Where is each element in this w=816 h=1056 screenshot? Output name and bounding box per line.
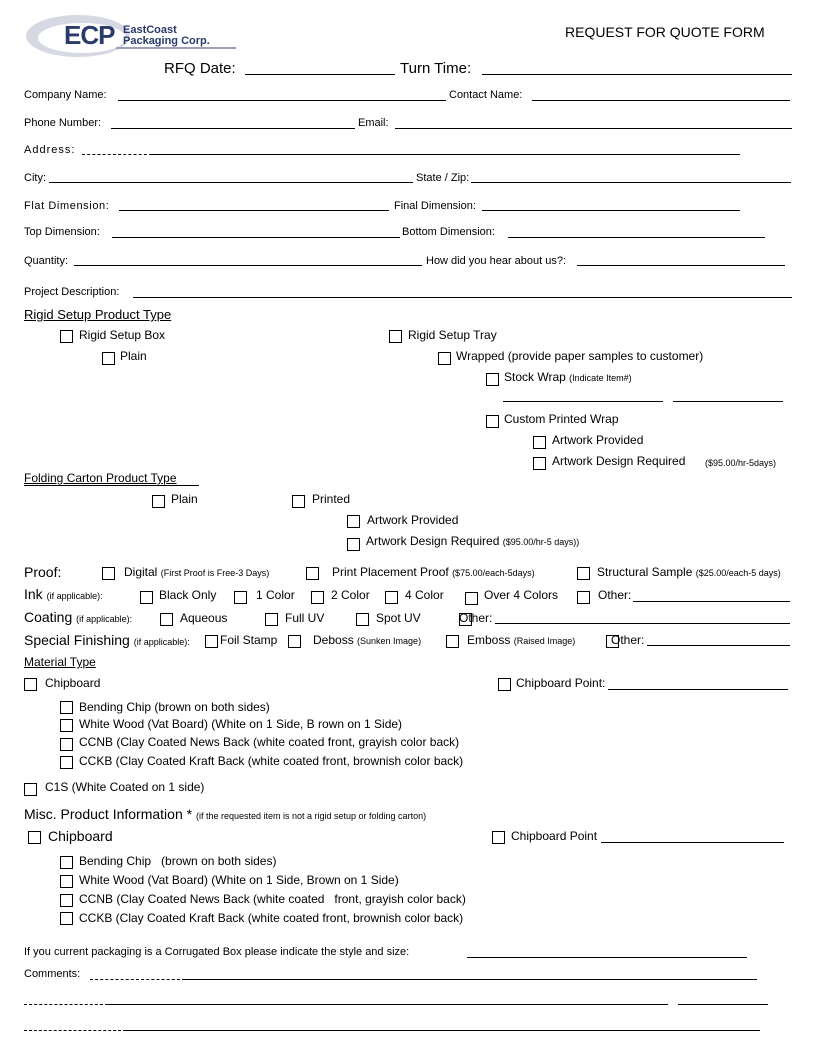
state-zip-label: State / Zip: [416, 172, 470, 184]
material-ccnb-checkbox[interactable] [60, 738, 73, 751]
contact-name-field[interactable] [532, 100, 790, 101]
comments-line3[interactable] [126, 1030, 760, 1031]
coating-other-label: Other: [459, 611, 493, 625]
ink-note: (if applicable): [46, 591, 103, 601]
custom-printed-wrap-label: Custom Printed Wrap [504, 412, 619, 426]
misc-white-wood-label: White Wood (Vat Board) (White on 1 Side, Brown on 1 Side) [79, 873, 399, 887]
comments-line3-dash[interactable] [24, 1030, 126, 1031]
logo-name-line2: Packaging Corp. [123, 35, 210, 47]
finishing-other-field[interactable] [647, 645, 790, 646]
material-heading: Material Type [24, 655, 96, 669]
address-field[interactable] [82, 154, 152, 155]
material-white-wood-checkbox[interactable] [60, 719, 73, 732]
proof-digital-label: Digital (First Proof is Free-3 Days) [124, 565, 270, 579]
rigid-setup-tray-label: Rigid Setup Tray [408, 328, 497, 342]
bottom-dimension-field[interactable] [508, 237, 765, 238]
rfq-date-label: RFQ Date: [164, 60, 236, 77]
coating-full-uv-label: Full UV [285, 611, 325, 625]
rigid-plain-label: Plain [120, 349, 147, 363]
material-c1s-checkbox[interactable] [24, 783, 37, 796]
material-chipboard-point-checkbox[interactable] [498, 678, 511, 691]
logo-name-line1: EastCoast [123, 24, 177, 36]
misc-bending-chip-checkbox[interactable] [60, 856, 73, 869]
phone-label: Phone Number: [24, 117, 102, 129]
city-field[interactable] [49, 182, 413, 183]
phone-field[interactable] [111, 128, 355, 129]
form-title: REQUEST FOR QUOTE FORM [565, 24, 765, 40]
quantity-field[interactable] [74, 265, 422, 266]
folding-heading: Folding Carton Product Type [24, 471, 177, 485]
proof-structural-note: ($25.00/each-5 days) [695, 568, 781, 578]
comments-line2b[interactable] [678, 1004, 768, 1005]
ink-label: Ink (if applicable): [24, 586, 103, 602]
top-dimension-field[interactable] [112, 237, 400, 238]
misc-ccnb-label: CCNB (Clay Coated News Back (white coated front, grayish color back) [79, 892, 466, 906]
rigid-setup-box-checkbox[interactable] [60, 330, 73, 343]
misc-chipboard-point-field[interactable] [601, 842, 784, 843]
proof-digital-checkbox[interactable] [102, 567, 115, 580]
misc-chipboard-checkbox[interactable] [28, 831, 41, 844]
final-dimension-label: Final Dimension: [394, 200, 476, 212]
address-field-line[interactable] [152, 154, 740, 155]
deboss-label: Deboss (Sunken Image) [313, 633, 422, 647]
comments-label: Comments: [24, 968, 81, 980]
ink-2-color-checkbox[interactable] [311, 591, 324, 604]
ink-over-4-label: Over 4 Colors [484, 588, 559, 602]
proof-print-placement-label: Print Placement Proof ($75.00/each-5days) [332, 565, 535, 579]
bottom-dimension-label: Bottom Dimension: [402, 226, 495, 238]
coating-label: Coating (if applicable): [24, 609, 133, 625]
ink-other-checkbox[interactable] [577, 591, 590, 604]
ink-1-color-label: 1 Color [256, 588, 295, 602]
contact-name-label: Contact Name: [449, 89, 523, 101]
rigid-setup-tray-checkbox[interactable] [389, 330, 402, 343]
stock-wrap-field-1[interactable] [503, 401, 663, 402]
material-cckb-label: CCKB (Clay Coated Kraft Back (white coated front, brownish color back) [79, 754, 464, 768]
folding-heading-rule [24, 485, 199, 486]
logo-abbr: ECP [64, 20, 115, 50]
folding-artwork-provided-checkbox[interactable] [347, 515, 360, 528]
rigid-plain-checkbox[interactable] [102, 352, 115, 365]
finishing-other-label: Other: [611, 633, 645, 647]
wrapped-checkbox[interactable] [438, 352, 451, 365]
material-white-wood-label: White Wood (Vat Board) (White on 1 Side, B rown on 1 Side) [79, 717, 403, 731]
folding-artwork-provided-label: Artwork Provided [367, 513, 459, 527]
comments-line2[interactable] [108, 1004, 668, 1005]
email-label: Email: [358, 117, 389, 129]
ink-black-only-checkbox[interactable] [140, 591, 153, 604]
comments-field[interactable] [185, 979, 757, 980]
deboss-note: (Sunken Image) [357, 636, 422, 646]
deboss-checkbox[interactable] [288, 635, 301, 648]
email-field[interactable] [395, 128, 792, 129]
ink-other-label: Other: [598, 588, 632, 602]
foil-stamp-label: Foil Stamp [220, 633, 278, 647]
turn-time-field[interactable] [482, 74, 792, 75]
material-chipboard-point-label: Chipboard Point: [516, 676, 606, 690]
folding-artwork-design-price: ($95.00/hr-5 days)) [502, 537, 580, 547]
material-chipboard-label: Chipboard [45, 676, 101, 690]
folding-artwork-design-checkbox[interactable] [347, 538, 360, 551]
corrugated-label: If you current packaging is a Corrugated Box please indicate the style and size: [24, 946, 410, 958]
misc-heading: Misc. Product Information * (if the requested item is not a rigid setup or folding carton) [24, 806, 427, 822]
ink-over-4-checkbox[interactable] [465, 592, 478, 605]
address-label: Address: [24, 144, 76, 156]
coating-spot-uv-label: Spot UV [376, 611, 421, 625]
folding-printed-checkbox[interactable] [292, 495, 305, 508]
ink-black-only-label: Black Only [159, 588, 217, 602]
flat-dimension-label: Flat Dimension: [24, 200, 110, 212]
proof-print-placement-checkbox[interactable] [306, 567, 319, 580]
how-heard-field[interactable] [577, 265, 785, 266]
rigid-artwork-provided-label: Artwork Provided [552, 433, 644, 447]
emboss-note: (Raised Image) [513, 636, 576, 646]
misc-chipboard-point-checkbox[interactable] [492, 831, 505, 844]
coating-full-uv-checkbox[interactable] [265, 613, 278, 626]
folding-printed-label: Printed [312, 492, 351, 506]
material-ccnb-label: CCNB (Clay Coated News Back (white coated front, grayish color back) [79, 735, 460, 749]
rfq-date-field[interactable] [245, 74, 395, 75]
top-dimension-label: Top Dimension: [24, 226, 100, 238]
material-cckb-checkbox[interactable] [60, 756, 73, 769]
stock-wrap-checkbox[interactable] [486, 373, 499, 386]
material-bending-chip-checkbox[interactable] [60, 701, 73, 714]
proof-structural-label: Structural Sample ($25.00/each-5 days) [597, 565, 781, 579]
company-logo [26, 14, 240, 58]
misc-chipboard-label: Chipboard [48, 828, 113, 844]
misc-bending-chip-label: Bending Chip (brown on both sides) [79, 854, 277, 868]
ink-2-color-label: 2 Color [331, 588, 370, 602]
rigid-artwork-design-checkbox[interactable] [533, 457, 546, 470]
how-heard-label: How did you hear about us?: [426, 255, 567, 267]
material-chipboard-checkbox[interactable] [24, 678, 37, 691]
emboss-label: Emboss (Raised Image) [467, 633, 576, 647]
comments-field-dash[interactable] [90, 979, 185, 980]
rigid-artwork-design-price: ($95.00/hr-5days) [705, 458, 777, 468]
rigid-artwork-design-label: Artwork Design Required [552, 454, 686, 468]
misc-cckb-checkbox[interactable] [60, 912, 73, 925]
wrapped-label: Wrapped (provide paper samples to customer) [456, 349, 704, 363]
misc-chipboard-point-label: Chipboard Point [511, 829, 598, 843]
foil-stamp-checkbox[interactable] [205, 635, 218, 648]
final-dimension-field[interactable] [482, 210, 740, 211]
rigid-setup-box-label: Rigid Setup Box [79, 328, 166, 342]
finishing-note: (if applicable): [133, 637, 190, 647]
project-description-field[interactable] [133, 297, 792, 298]
ink-4-color-label: 4 Color [405, 588, 444, 602]
coating-note: (if applicable): [76, 614, 133, 624]
corrugated-field[interactable] [467, 957, 747, 958]
turn-time-label: Turn Time: [400, 60, 472, 77]
coating-aqueous-label: Aqueous [180, 611, 228, 625]
stock-wrap-note: (Indicate Item#) [569, 373, 632, 383]
stock-wrap-label: Stock Wrap (Indicate Item#) [504, 370, 632, 384]
company-name-label: Company Name: [24, 89, 107, 101]
rigid-artwork-provided-checkbox[interactable] [533, 436, 546, 449]
folding-plain-label: Plain [171, 492, 198, 506]
company-name-field[interactable] [118, 100, 446, 101]
flat-dimension-field[interactable] [119, 210, 389, 211]
city-label: City: [24, 172, 46, 184]
state-zip-field[interactable] [471, 182, 791, 183]
material-bending-chip-label: Bending Chip (brown on both sides) [79, 700, 270, 714]
material-c1s-label: C1S (White Coated on 1 side) [45, 780, 205, 794]
material-chipboard-point-field[interactable] [608, 689, 788, 690]
stock-wrap-field-2[interactable] [673, 401, 783, 402]
custom-printed-wrap-checkbox[interactable] [486, 415, 499, 428]
misc-cckb-label: CCKB (Clay Coated Kraft Back (white coated front, brownish color back) [79, 911, 464, 925]
project-description-label: Project Description: [24, 286, 120, 298]
coating-spot-uv-checkbox[interactable] [356, 613, 369, 626]
folding-plain-checkbox[interactable] [152, 495, 165, 508]
ink-other-field[interactable] [633, 601, 790, 602]
proof-digital-note: (First Proof is Free-3 Days) [160, 568, 270, 578]
comments-line2-dash[interactable] [24, 1004, 108, 1005]
quantity-label: Quantity: [24, 255, 69, 267]
proof-label: Proof: [24, 564, 62, 580]
folding-artwork-design-label: Artwork Design Required ($95.00/hr-5 days)) [366, 534, 580, 548]
proof-print-placement-note: ($75.00/each-5days) [452, 568, 535, 578]
coating-aqueous-checkbox[interactable] [160, 613, 173, 626]
proof-structural-checkbox[interactable] [577, 567, 590, 580]
ink-1-color-checkbox[interactable] [234, 591, 247, 604]
emboss-checkbox[interactable] [446, 635, 459, 648]
ink-4-color-checkbox[interactable] [385, 591, 398, 604]
rigid-heading: Rigid Setup Product Type [24, 307, 172, 322]
coating-other-field[interactable] [495, 623, 790, 624]
misc-ccnb-checkbox[interactable] [60, 894, 73, 907]
finishing-label: Special Finishing (if applicable): [24, 632, 190, 648]
misc-white-wood-checkbox[interactable] [60, 875, 73, 888]
misc-note: (if the requested item is not a rigid setup or folding carton) [195, 811, 427, 821]
